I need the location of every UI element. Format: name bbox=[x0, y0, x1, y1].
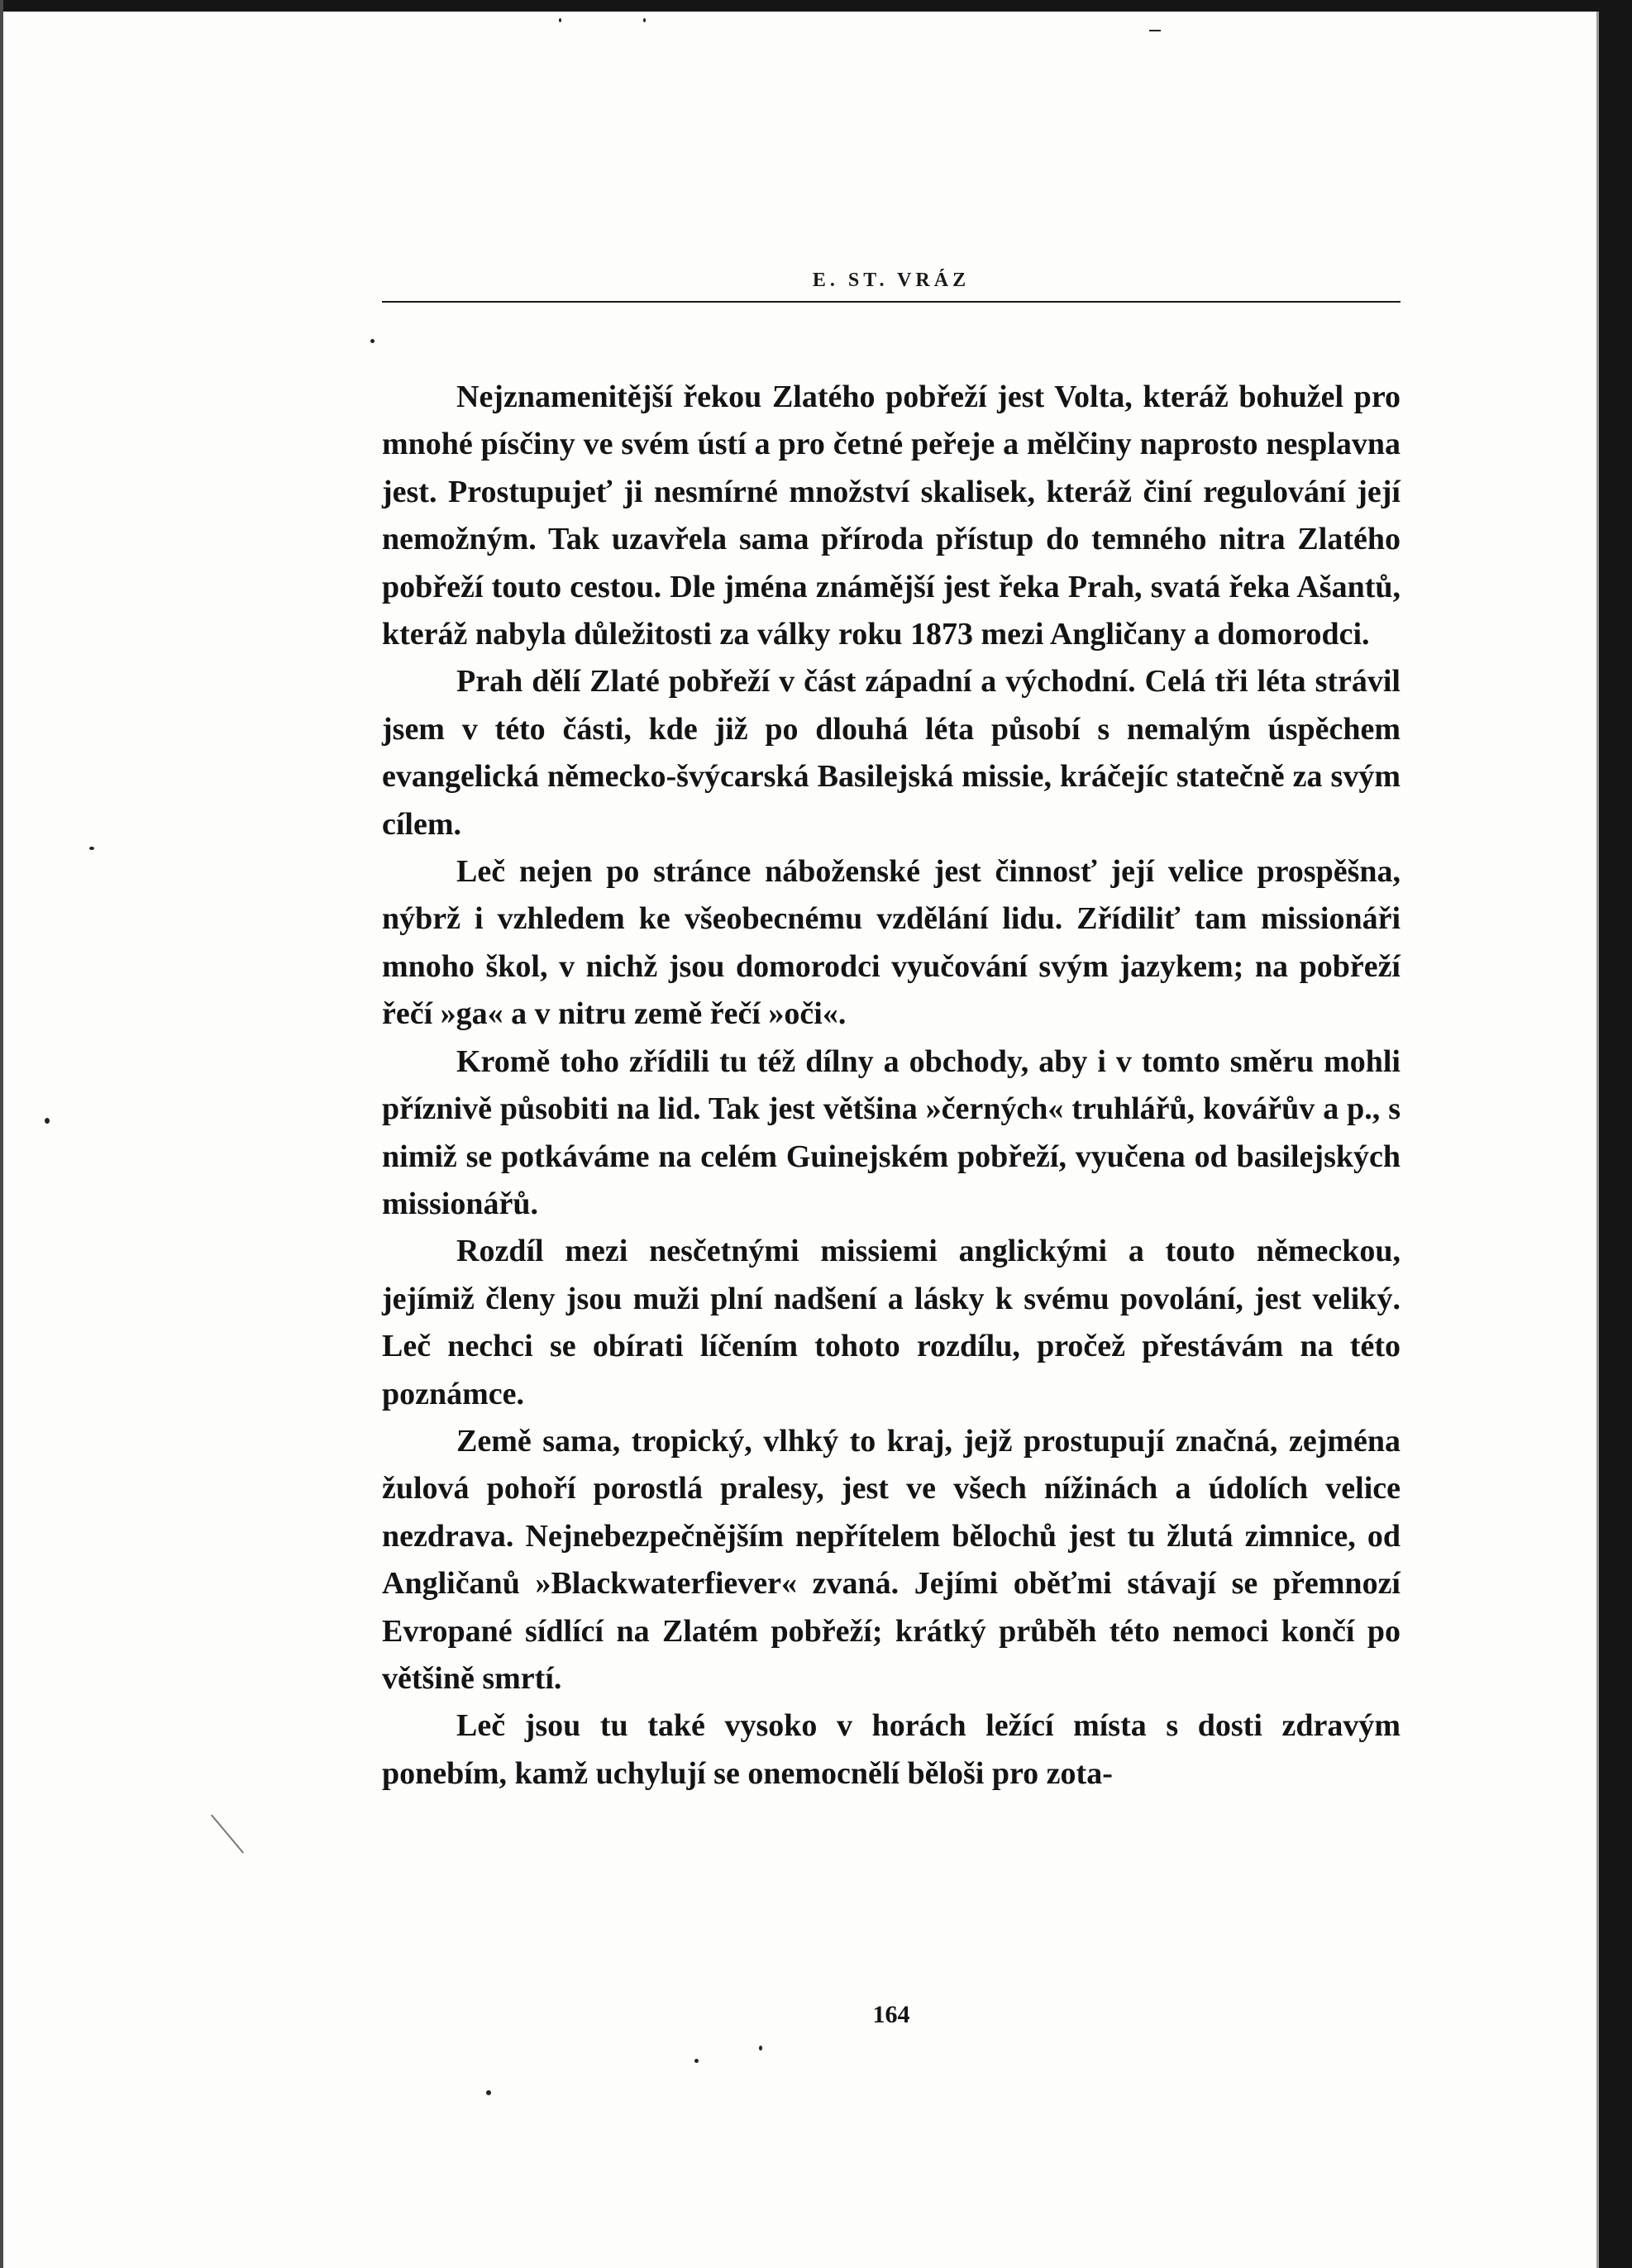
scan-speck bbox=[211, 1814, 244, 1853]
paragraph: Leč nejen po stránce náboženské jest činnosť její velice prospěšna, nýbrž i vzhledem ke všeobecnému vzdělání lidu. Zřídiliť tam missionáři mnoho škol, v nichž jsou domorodci vyučování svým jazykem; na pobřeží řečí »ga« a v nitru země řečí »oči«. bbox=[382, 854, 1401, 1032]
page-number: 164 bbox=[872, 2001, 910, 2028]
scan-border-right bbox=[1599, 0, 1632, 2268]
running-header: E. ST. VRÁZ bbox=[812, 270, 971, 291]
paragraph: Země sama, tropický, vlhký to kraj, jejž prostupují značná, zejména žulová pohoří porostlá pralesy, jest ve všech nížinách a údolích velice nezdrava. Nejnebezpečnějším nepřítelem bělochů jest tu žlutá zimnice, od Angličanů »Blackwaterfiever« zvaná. Jejími oběťmi stávají se přemnozí Evropané sídlící na Zlatém pobřeží; krátký průběh této nemoci končí po většině smrtí. bbox=[382, 1423, 1401, 1696]
header-rule bbox=[382, 301, 1401, 303]
scan-speck bbox=[89, 847, 94, 850]
scan-speck bbox=[370, 339, 375, 343]
scan-border-top bbox=[0, 0, 1632, 12]
paragraph: Prah dělí Zlaté pobřeží v část západní a východní. Celá tři léta strávil jsem v této části, kde již po dlouhá léta působí s nemalým úspěchem evangelická německo-švýcarská Basilejská missie, kráčejíc statečně za svým cílem. bbox=[382, 664, 1401, 842]
body-text bbox=[382, 374, 1401, 1798]
scan-speck bbox=[559, 18, 561, 22]
scan-border-left bbox=[0, 0, 3, 2268]
scan-speck bbox=[486, 2090, 491, 2095]
scan-speck bbox=[1149, 30, 1161, 31]
paragraph: Leč jsou tu také vysoko v horách ležící místa s dosti zdravým ponebím, kamž uchylují se onemocnělí běloši pro zota- bbox=[382, 1708, 1401, 1791]
page-edge-shadow bbox=[1596, 12, 1599, 2268]
paragraph: Kromě toho zřídili tu též dílny a obchody, aby i v tomto směru mohli příznivě působiti na lid. Tak jest většina »černých« truhlářů, kovářův a p., s nimiž se potkáváme na celém Guinejském pobřeží, vyučena od basilejských missionářů. bbox=[382, 1043, 1401, 1221]
scan-speck bbox=[643, 18, 646, 22]
scan-speck bbox=[45, 1118, 50, 1124]
scan-speck bbox=[694, 2059, 699, 2063]
paragraph: Rozdíl mezi nesčetnými missiemi anglickými a touto německou, jejímiž členy jsou muži plní nadšení a lásky k svému povolání, jest veliký. Leč nechci se obírati líčením tohoto rozdílu, pročež přestávám na této poznámce. bbox=[382, 1234, 1401, 1411]
paragraph: Nejznamenitější řekou Zlatého pobřeží jest Volta, kteráž bohužel pro mnohé písčiny ve svém ústí a pro četné peřeje a mělčiny naprosto nesplavna jest. Prostupujeť ji nesmírné množství skalisek, kteráž činí regulování její nemožným. Tak uzavřela sama příroda přístup do temného nitra Zlatého pobřeží touto cestou. Dle jména známější jest řeka Prah, svatá řeka Ašantů, kteráž nabyla důležitosti za války roku 1873 mezi Angličany a domorodci. bbox=[382, 380, 1401, 652]
scan-speck bbox=[759, 2046, 762, 2051]
